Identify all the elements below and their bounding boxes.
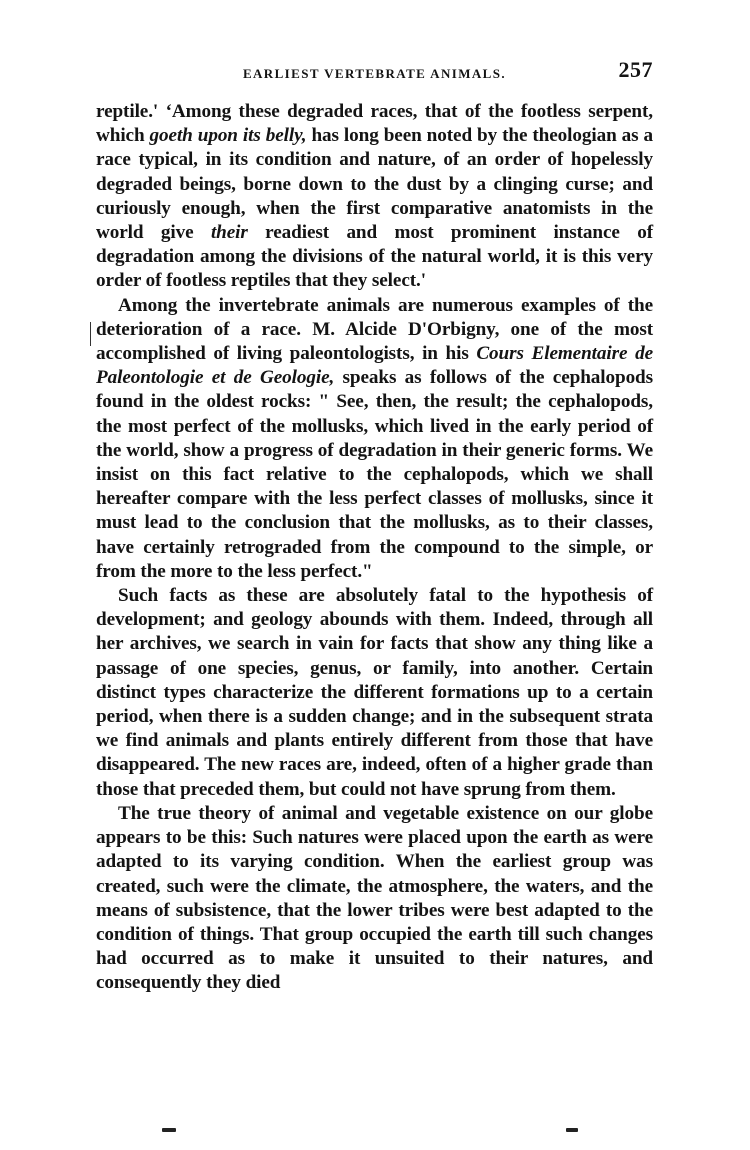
italic-text-run: their <box>210 222 248 244</box>
paragraph-4 <box>96 802 653 996</box>
paragraph-3 <box>96 584 653 802</box>
clipped-glyph-mark <box>566 1128 578 1132</box>
running-title: EARLIEST VERTEBRATE ANIMALS. <box>242 66 507 81</box>
margin-mark <box>90 322 91 346</box>
text-run: has long been noted by the theologian as a race typical, in its condition and nature, of an order of hopelessly degraded beings, borne down to the dust by a clinging curse; and curiously enough, when the first comparative anatomists in the world give <box>96 125 653 244</box>
paragraph-1 <box>96 100 653 294</box>
body-text <box>96 100 653 996</box>
paragraph-2 <box>96 294 653 584</box>
text-run: Among the invertebrate animals are numerous examples of the deterioration of a race. M. Alcide D'Orbigny, one of the most accomplished of living paleontologists, in his <box>96 294 653 365</box>
running-head <box>96 56 653 92</box>
text-run: The true theory of animal and vegetable existence on our globe appears to be this: Such natures were placed upon the earth as were adapted to its varying condition. When the earliest group was created, such were the climate, the atmosphere, the waters, and the means of subsistence, that the lower tribes were best adapted to the condition of things. That group occupied the earth till such changes had occurred as to make it unsuited to their natures, and consequently they died <box>96 802 653 994</box>
clipped-next-line-marks <box>96 1128 653 1140</box>
text-run: readiest and most prominent instance of degradation among the divisions of the natural world, it is this very order of footless reptiles that they select.' <box>96 222 653 292</box>
page-number: 257 <box>618 57 653 82</box>
text-run: Such facts as these are absolutely fatal to the hypothesis of development; and geology abounds with them. Indeed, through all her archives, we search in vain for facts that show any thing like a passage of one species, genus, or family, into another. Certain distinct types characterize the different formations up to a certain period, when there is a sudden change; and in the subsequent strata we find animals and plants entirely different from those that have disappeared. The new races are, indeed, often of a higher grade than those that preceded them, but could not have sprung from them. <box>96 585 653 800</box>
text-run: speaks as follows of the cephalopods found in the oldest rocks: " See, then, the result; the cephalopods, the most perfect of the mollusks, which lived in the early period of the world, show a progress of degradation in their generic forms. We insist on this fact relative to the cephalopods, which we shall hereafter compare with the less perfect classes of mollusks, since it must lead to the conclusion that the mollusks, as to their classes, have certainly retrograded from the compound to the simple, or from the more to the less perfect." <box>96 367 654 582</box>
book-page <box>96 56 653 996</box>
clipped-glyph-mark <box>162 1128 176 1132</box>
italic-text-run: goeth upon its belly, <box>149 125 307 147</box>
italic-text-run: Cours Elementaire de Paleontologie et de Geologie, <box>96 343 653 389</box>
text-run: reptile.' ‘Among these degraded races, that of the footless serpent, which <box>96 101 653 147</box>
